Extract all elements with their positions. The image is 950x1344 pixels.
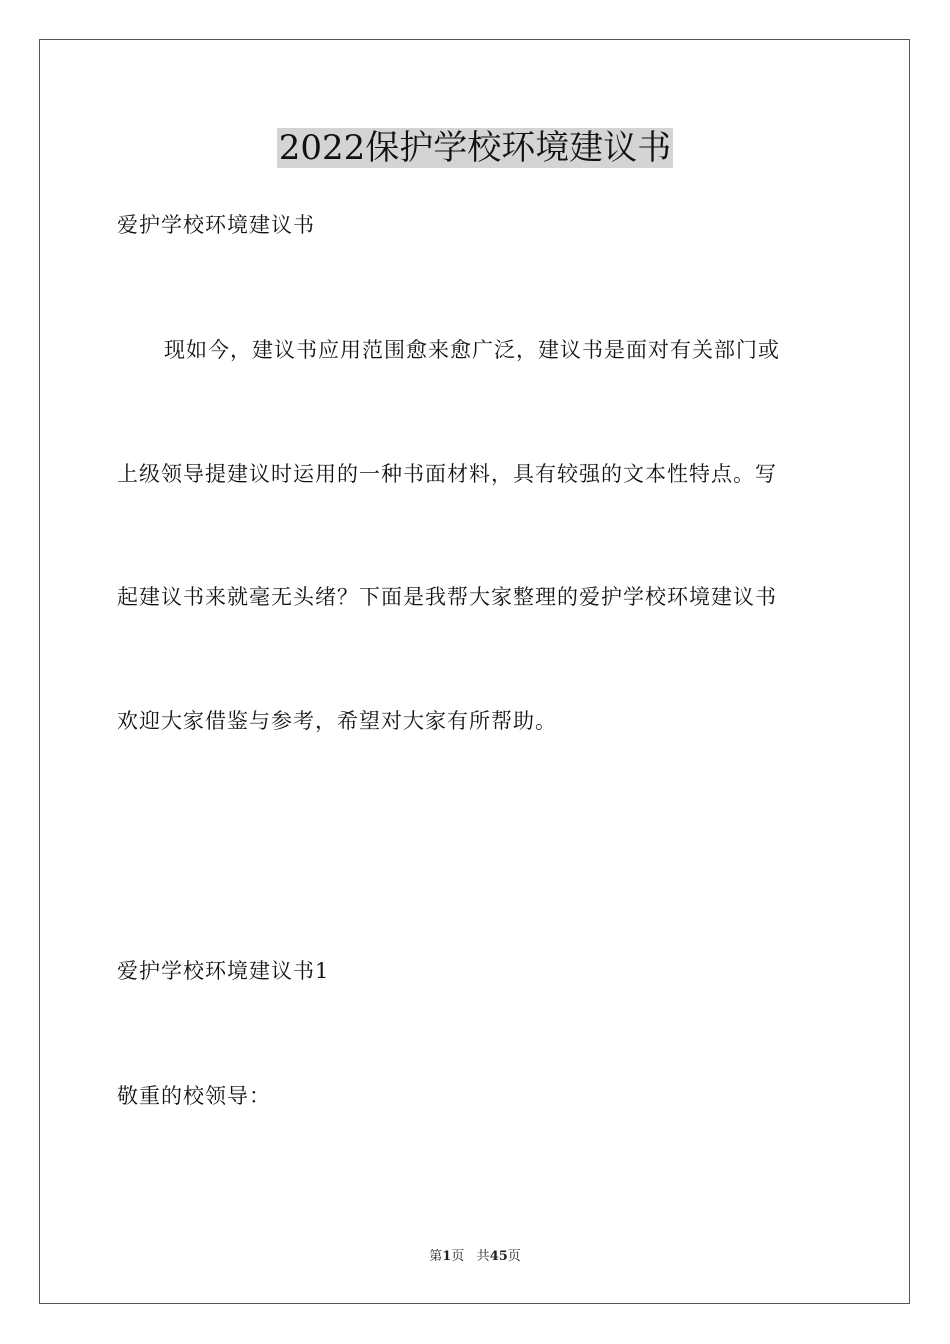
- footer-total-suffix: 页: [507, 1249, 521, 1264]
- document-subtitle: 爱护学校环境建议书: [117, 213, 315, 237]
- document-title-text: 2022保护学校环境建议书: [278, 128, 672, 168]
- intro-line-4: 欢迎大家借鉴与参考，希望对大家有所帮助。: [117, 709, 557, 733]
- section-heading: 爱护学校环境建议书1: [117, 959, 330, 983]
- intro-line-2: 上级领导提建议时运用的一种书面材料，具有较强的文本性特点。写: [117, 462, 777, 486]
- footer-total-pages: 45: [489, 1249, 508, 1264]
- intro-line-1: 现如今，建议书应用范围愈来愈广泛，建议书是面对有关部门或: [164, 338, 780, 362]
- footer-page-suffix: 页: [451, 1249, 465, 1264]
- document-title: [0, 126, 950, 170]
- salutation: 敬重的校领导：: [117, 1084, 271, 1108]
- intro-line-3: 起建议书来就毫无头绪？下面是我帮大家整理的爱护学校环境建议书: [117, 585, 777, 609]
- page-footer: [0, 1248, 950, 1266]
- footer-page-number: 1: [442, 1249, 452, 1264]
- footer-total-prefix: 共: [476, 1249, 490, 1264]
- footer-page-prefix: 第: [429, 1249, 443, 1264]
